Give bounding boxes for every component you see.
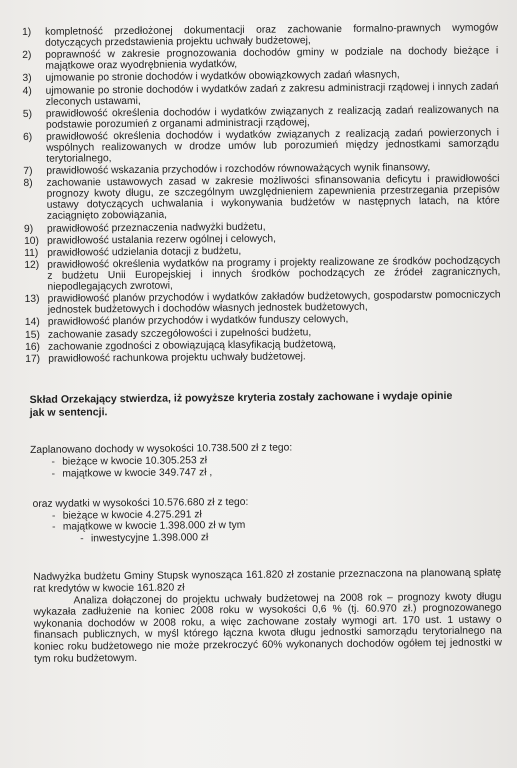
criteria-text: ujmowanie po stronie dochodów i wydatków zadań z zakresu administracji rządowej i innych zadań zleconych ustawami, (45, 80, 499, 108)
criteria-item (23, 104, 499, 131)
criteria-text: prawidłowość określenia dochodów i wydatków związanych z realizacją zadań realizowanych na podstawie porozumień z organami administracji rządowej, (45, 104, 499, 131)
dash-bullet: - (51, 468, 56, 480)
criteria-number: 11) (24, 247, 39, 259)
criteria-item (23, 174, 499, 223)
dash-bullet: - (52, 522, 56, 534)
criteria-text: prawidłowość rachunkowa projektu uchwały budżetowej. (48, 351, 306, 365)
criteria-number: 8) (23, 178, 33, 190)
criteria-number: 4) (22, 85, 32, 97)
criteria-number: 12) (24, 259, 40, 272)
expenses-intro: oraz wydatki w wysokości 10.576.680 zł z tego: (32, 496, 249, 510)
criteria-number: 13) (24, 294, 40, 306)
criteria-item (23, 81, 499, 108)
criteria-text: prawidłowość przeznaczenia nadwyżki budżetu, (46, 221, 266, 235)
criteria-number: 2) (22, 50, 32, 62)
income-intro: Zaplanowano dochody w wysokości 10.738.500 zł z tego: (30, 442, 293, 456)
criteria-number: 10) (24, 235, 39, 247)
criteria-number: 17) (25, 353, 41, 365)
income-item-text: bieżące w kwocie 10.305.253 zł (62, 455, 208, 468)
criteria-number: 9) (23, 223, 34, 235)
criteria-item (25, 290, 501, 317)
criteria-number: 6) (23, 131, 33, 143)
criteria-text: zachowanie zgodności z obowiązującą klasyfikacją budżetową, (48, 338, 337, 353)
criteria-item (22, 46, 498, 73)
criteria-number: 5) (22, 108, 33, 120)
criteria-text: zachowanie ustawowych zasad w zakresie możliwości sfinansowania deficytu i prawidłowości prognozy kwoty długu, ze szczególnym uwzględnieniem zapewnienia przestrzegania przepisów ustawy dotyczących uchwalania i wykonywania budżetów w następnych latach, na które zaciągnięto zobowiązania, (46, 173, 500, 223)
criteria-text: kompletność przedłożonej dokumentacji oraz zachowanie formalno-prawnych wymogów dotyczących przedstawienia projektu uchwały budżetowej, (44, 22, 499, 49)
criteria-item (23, 127, 499, 165)
dash-bullet: - (51, 510, 56, 522)
income-item-text: majątkowe w kwocie 349.747 zł , (62, 466, 213, 480)
criteria-number: 7) (23, 166, 33, 178)
criteria-text: prawidłowość planów przychodów i wydatków funduszy celowych, (47, 314, 349, 329)
criteria-number: 16) (25, 341, 41, 353)
debt-analysis-paragraph: Analiza dołączonej do projektu uchwały budżetowej na 2008 rok – prognozy kwoty długu wykazała zadłużenie na koniec 2008 roku w wysokości 0,6 % (tj. 60.970 zł.) prognozowanego wykonania dochodów w 2008 roku, a więc zachowane zostały wymogi art. 170 ust. 1 ustawy o finansach publicznych, w myśl którego łączna kwota długu jednostki samorządu terytorialnego na koniec roku budżetowego nie może przekroczyć 60% wykonanych dochodów ogółem tej jednostki w tym roku budżetowym. (33, 591, 502, 665)
criteria-text: poprawność w zakresie prognozowania dochodów gminy w podziale na dochody bieżące i majątkowe oraz wyodrębnienia wydatków, (45, 45, 499, 72)
criteria-text: prawidłowość określenia wydatków na programy i projekty realizowane ze środków pochodzących z budżetu Unii Europejskiej i innych środków pochodzących ze źródeł zagranicznych, niepodlegających zwrotowi, (47, 255, 501, 293)
criteria-item (22, 22, 498, 49)
criteria-text: ujmowanie po stronie dochodów i wydatków obowiązkowych zadań własnych, (45, 69, 400, 85)
criteria-text: zachowanie zasady szczegółowości i zupełności budżetu, (47, 326, 312, 341)
dash-bullet: - (80, 533, 84, 545)
criteria-item (24, 255, 500, 293)
criteria-number: 3) (22, 73, 32, 85)
criteria-text: prawidłowość określenia dochodów i wydatków związanych z realizacją zadań powierzonych i wspólnych realizowanych w drodze umów lub porozumień między jednostkami samorządu terytorialnego, (46, 127, 500, 165)
criteria-text: prawidłowość udzielania dotacji z budżetu, (47, 245, 242, 259)
criteria-text: prawidłowość planów przychodów i wydatków zakładów budżetowych, gospodarstw pomocniczych jednostek budżetowych i dochodów własnych jednostek budżetowych, (47, 289, 501, 317)
document-body (22, 22, 504, 665)
verdict-paragraph: Skład Orzekający stwierdza, iż powyższe kryteria zostały zachowane i wydaje opinie jak w sentencji. (29, 389, 453, 419)
criteria-text: prawidłowość ustalania rezerw ogólnej i celowych, (47, 233, 277, 247)
income-breakdown (26, 452, 502, 480)
criteria-list (22, 22, 501, 365)
criteria-number: 1) (22, 26, 32, 38)
dash-bullet: - (51, 456, 55, 468)
criteria-number: 14) (24, 317, 40, 329)
criteria-text: prawidłowość wskazania przychodów i rozchodów równoważących wynik finansowy, (46, 162, 431, 177)
expense-item-text: bieżące w kwocie 4.275.291 zł (62, 508, 202, 522)
expense-item-text: majątkowe w kwocie 1.398.000 zł w tym (62, 520, 246, 534)
expense-subitem-text: inwestycyjne 1.398.000 zł (90, 532, 209, 545)
surplus-paragraph: Nadwyżka budżetu Gminy Stupsk wynosząca 161.820 zł zostanie przeznaczona na planowaną spłatę rat kredytów w kwocie 161.820 zł (33, 567, 502, 595)
criteria-number: 15) (24, 329, 40, 341)
expenses-breakdown (27, 506, 503, 546)
